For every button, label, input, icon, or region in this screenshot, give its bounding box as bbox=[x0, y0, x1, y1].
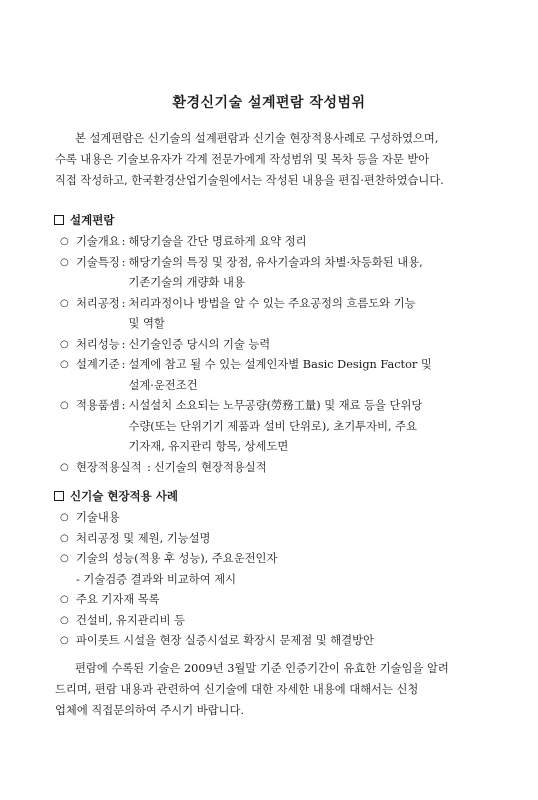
checkbox-square-icon bbox=[54, 215, 64, 225]
circle-bullet-icon bbox=[60, 529, 76, 550]
list-item: ○ 기술내용 bbox=[60, 508, 510, 529]
item-label: 적용품셈 bbox=[76, 399, 120, 412]
circle-bullet-icon bbox=[60, 549, 76, 570]
circle-bullet-icon bbox=[60, 294, 76, 315]
section-heading-text: 설계편람 bbox=[70, 213, 115, 227]
section-heading-text: 신기술 현장적용 사례 bbox=[70, 489, 178, 503]
item-description: 해당기술을 간단 명료하게 요약 정리 bbox=[128, 235, 307, 248]
section-heading-design-manual bbox=[54, 212, 114, 228]
item-label: 현장적용실적 bbox=[76, 460, 142, 474]
closing-paragraph bbox=[55, 658, 505, 721]
design-manual-list bbox=[60, 232, 510, 478]
circle-bullet-icon bbox=[60, 335, 76, 356]
circle-bullet-icon bbox=[60, 355, 76, 376]
page-title: 환경신기술 설계편람 작성범위 bbox=[172, 95, 366, 111]
list-item: ○ 기술개요 : 해당기술을 간단 명료하게 요약 정리 bbox=[60, 232, 510, 253]
circle-bullet-icon bbox=[60, 458, 76, 479]
circle-bullet-icon bbox=[60, 611, 76, 632]
item-description: 신기술의 현장적용실적 bbox=[153, 460, 267, 474]
item-label: 처리공정 bbox=[76, 296, 120, 310]
item-label: 기술개요 bbox=[76, 235, 120, 248]
list-item: ○ 기술의 성능(적용 후 성능), 주요운전인자 bbox=[60, 549, 510, 570]
list-item: ○ 현장적용실적 : 신기술의 현장적용실적 bbox=[60, 458, 510, 479]
list-subitem: - 기술검증 결과와 비교하여 제시 bbox=[76, 572, 237, 586]
intro-line: 직접 작성하고, 한국환경산업기술원에서는 작성된 내용을 편집·편찬하였습니다. bbox=[55, 174, 444, 187]
list-item: ○ 주요 기자재 목록 bbox=[60, 590, 510, 611]
intro-paragraph bbox=[55, 128, 505, 191]
list-item: ○ 처리성능 : 신기술인증 당시의 기술 능력 bbox=[60, 335, 510, 356]
field-cases-list bbox=[60, 508, 510, 652]
checkbox-square-icon bbox=[54, 491, 64, 501]
outro-line: 편람에 수록된 기술은 2009년 3월말 기준 인증기간이 유효한 기술임을 알려 bbox=[75, 662, 449, 675]
item-label: 처리성능 bbox=[76, 337, 120, 351]
item-description: 설계에 참고 될 수 있는 설계인자별 Basic Design Factor 및 설계·운전조건 bbox=[128, 358, 432, 392]
outro-line: 드리며, 편람 내용과 관련하여 신기술에 대한 자세한 내용에 대해서는 신청 bbox=[55, 683, 419, 696]
item-description: 신기술인증 당시의 기술 능력 bbox=[128, 337, 271, 351]
circle-bullet-icon bbox=[60, 508, 76, 529]
list-item: ○ 적용품셈 : 시설설치 소요되는 노무공량(勞務工量) 및 재료 등을 단위당 수량(또는 단위기기 제품과 설비 단위로), 초기투자비, 주요 기자재, 유지관리 항목, 상세도면 bbox=[60, 396, 510, 458]
circle-bullet-icon bbox=[60, 232, 76, 253]
circle-bullet-icon bbox=[60, 590, 76, 611]
intro-line: 수록 내용은 기술보유자가 각계 전문가에게 작성범위 및 목차 등을 자문 받아 bbox=[55, 153, 430, 166]
item-label: 설계기준 bbox=[76, 358, 120, 371]
list-item: ○ 처리공정 및 제원, 기능설명 bbox=[60, 529, 510, 550]
list-item: ○ 설계기준 : 설계에 참고 될 수 있는 설계인자별 Basic Design Factor 및 설계·운전조건 bbox=[60, 355, 510, 396]
intro-line: 본 설계편람은 신기술의 설계편람과 신기술 현장적용사례로 구성하였으며, bbox=[75, 132, 439, 145]
circle-bullet-icon bbox=[60, 631, 76, 652]
list-item: ○ 처리공정 : 처리과정이나 방법을 알 수 있는 주요공정의 흐름도와 기능 및 역할 bbox=[60, 294, 510, 335]
outro-line: 업체에 직접문의하여 주시기 바랍니다. bbox=[55, 704, 244, 717]
item-description: 시설설치 소요되는 노무공량(勞務工量) 및 재료 등을 단위당 수량(또는 단위기기 제품과 설비 단위로), 초기투자비, 주요 기자재, 유지관리 항목, 상세도면 bbox=[128, 399, 423, 453]
list-item: ○ 기술특징 : 해당기술의 특징 및 장점, 유사기술과의 차별·차등화된 내용, 기존기술의 개량화 내용 bbox=[60, 253, 510, 294]
item-label: 기술특징 bbox=[76, 255, 120, 269]
list-item: ○ 건설비, 유지관리비 등 bbox=[60, 611, 510, 632]
item-description: 처리과정이나 방법을 알 수 있는 주요공정의 흐름도와 기능 및 역할 bbox=[128, 296, 416, 330]
item-description: 해당기술의 특징 및 장점, 유사기술과의 차별·차등화된 내용, 기존기술의 개량화 내용 bbox=[128, 255, 423, 289]
circle-bullet-icon bbox=[60, 253, 76, 274]
list-item: ○ 파이롯트 시설을 현장 실증시설로 확장시 문제점 및 해결방안 bbox=[60, 631, 510, 652]
section-heading-field-cases bbox=[54, 488, 178, 504]
circle-bullet-icon bbox=[60, 396, 76, 417]
